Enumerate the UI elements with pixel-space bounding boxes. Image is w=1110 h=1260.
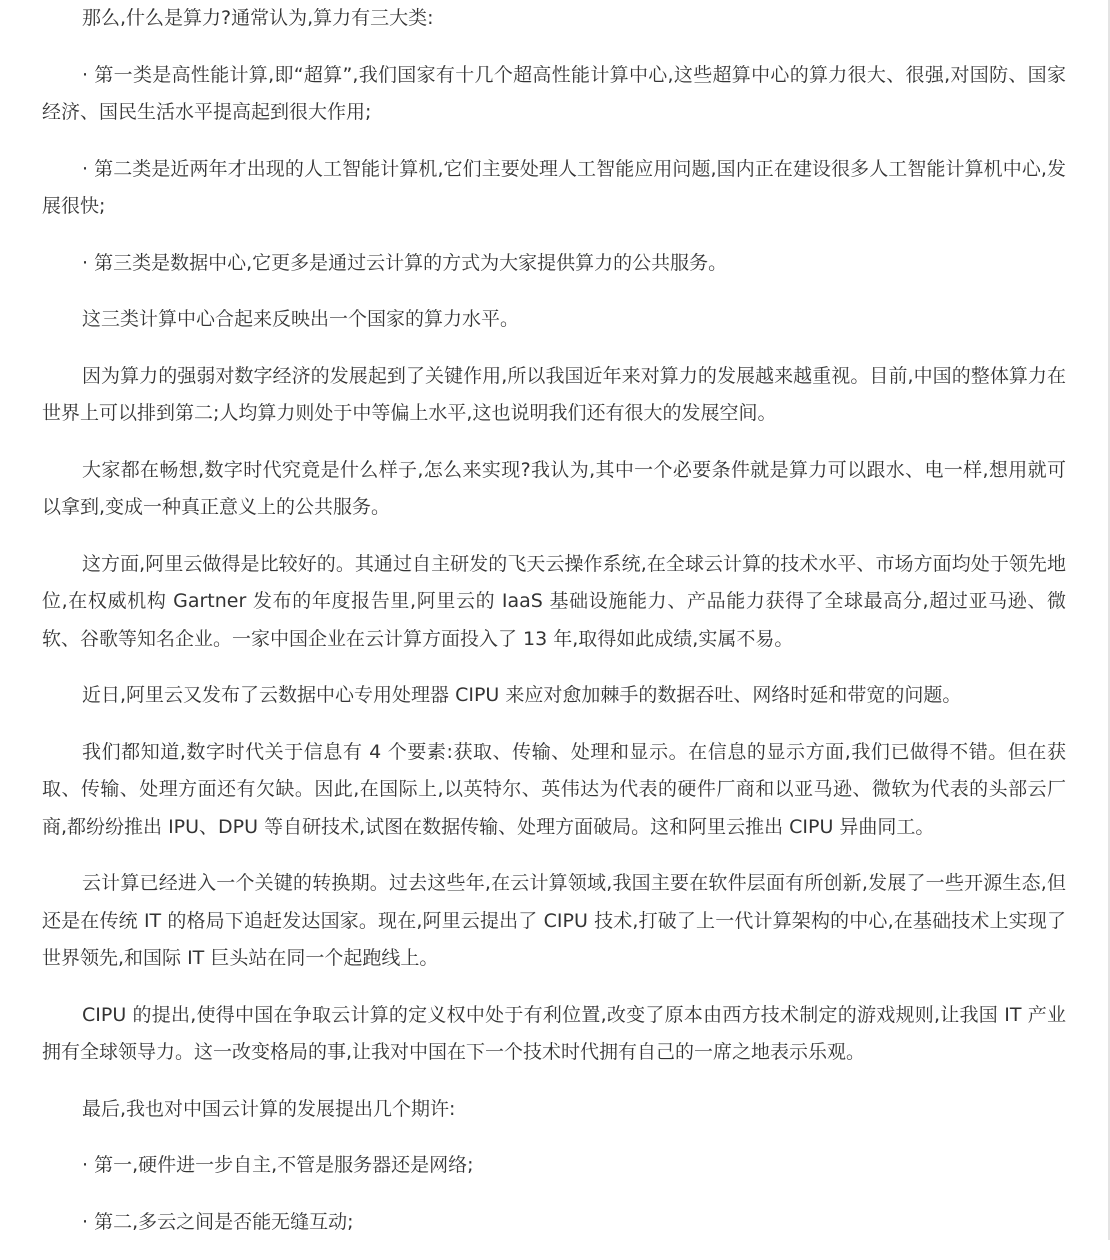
paragraph-bullet-ai: · 第二类是近两年才出现的人工智能计算机,它们主要处理人工智能应用问题,国内正在建设很多人工智能计算机中心,发展很快; bbox=[42, 157, 1066, 217]
paragraph-bullet-hardware: · 第一,硬件进一步自主,不管是服务器还是网络; bbox=[82, 1154, 474, 1176]
paragraph-aliyun: 这方面,阿里云做得是比较好的。其通过自主研发的飞天云操作系统,在全球云计算的技术水平、市场方面均处于领先地位,在权威机构 Gartner 发布的年度报告里,阿里云的 IaaS 基础设施能力、产品能力获得了全球最高分,超过亚马逊、微软、谷歌等知名企业。一家中国企业在云计算方面投入了 13 年,取得如此成绩,实属不易。 bbox=[42, 552, 1066, 650]
paragraph-bullet-datacenter: · 第三类是数据中心,它更多是通过云计算的方式为大家提供算力的公共服务。 bbox=[82, 251, 728, 274]
paragraph-bullet-multicloud: · 第二,多云之间是否能无缝互动; bbox=[82, 1210, 354, 1233]
article-body bbox=[42, 0, 1066, 1260]
paragraph-cipu-significance: CIPU 的提出,使得中国在争取云计算的定义权中处于有利位置,改变了原本由西方技术制定的游戏规则,让我国 IT 产业拥有全球领导力。这一改变格局的事,让我对中国在下一个技术时代拥有自己的一席之地表示乐观。 bbox=[42, 1003, 1066, 1063]
paragraph-bullet-hpc: · 第一类是高性能计算,即“超算”,我们国家有十几个超高性能计算中心,这些超算中心的算力很大、很强,对国防、国家经济、国民生活水平提高起到很大作用; bbox=[42, 63, 1066, 123]
paragraph-four-elements: 我们都知道,数字时代关于信息有 4 个要素:获取、传输、处理和显示。在信息的显示方面,我们已做得不错。但在获取、传输、处理方面还有欠缺。因此,在国际上,以英特尔、英伟达为代表的硬件厂商和以亚马逊、微软为代表的头部云厂商,都纷纷推出 IPU、DPU 等自研技术,试图在数据传输、处理方面破局。这和阿里云推出 CIPU 异曲同工。 bbox=[42, 740, 1066, 838]
paragraph-expectations: 最后,我也对中国云计算的发展提出几个期许: bbox=[82, 1097, 456, 1120]
paragraph-cipu-release: 近日,阿里云又发布了云数据中心专用处理器 CIPU 来应对愈加棘手的数据吞吐、网络时延和带宽的问题。 bbox=[82, 684, 962, 706]
paragraph-summary: 这三类计算中心合起来反映出一个国家的算力水平。 bbox=[82, 308, 520, 330]
paragraph-intro: 那么,什么是算力?通常认为,算力有三大类: bbox=[82, 7, 434, 29]
paragraph-importance: 因为算力的强弱对数字经济的发展起到了关键作用,所以我国近年来对算力的发展越来越重视。目前,中国的整体算力在世界上可以排到第二;人均算力则处于中等偏上水平,这也说明我们还有很大的发展空间。 bbox=[42, 364, 1066, 424]
paragraph-transition: 云计算已经进入一个关键的转换期。过去这些年,在云计算领域,我国主要在软件层面有所创新,发展了一些开源生态,但还是在传统 IT 的格局下追赶发达国家。现在,阿里云提出了 CIPU 技术,打破了上一代计算架构的中心,在基础技术上实现了世界领先,和国际 IT 巨头站在同一个起跑线上。 bbox=[42, 872, 1066, 969]
paragraph-public-service: 大家都在畅想,数字时代究竟是什么样子,怎么来实现?我认为,其中一个必要条件就是算力可以跟水、电一样,想用就可以拿到,变成一种真正意义上的公共服务。 bbox=[42, 458, 1066, 518]
